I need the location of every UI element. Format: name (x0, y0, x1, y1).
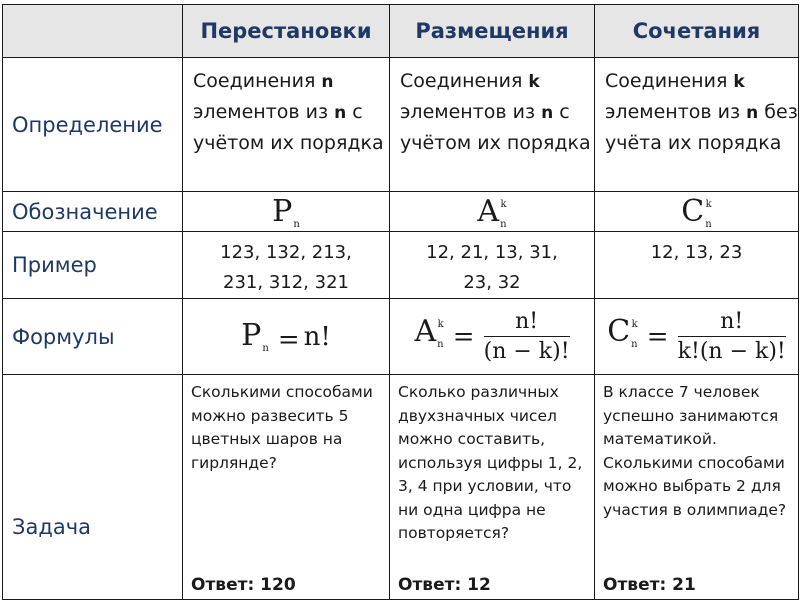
arrangement-symbol: A (477, 194, 500, 229)
example-permutations: 123, 132, 213, 231, 312, 321 (183, 232, 390, 299)
notation-combinations: $C_n^k$ (595, 192, 799, 232)
row-label-formulas: Формулы (3, 299, 183, 375)
task-permutations: Сколькими способами можно развесить 5 цветных шаров на гирлянде? Ответ: 120 (183, 375, 390, 600)
permutation-symbol: P (272, 194, 293, 229)
answer-arrangements: Ответ: 12 (398, 574, 491, 595)
answer-permutations: Ответ: 120 (191, 574, 296, 595)
formula-permutations: $P_n = n$! (183, 299, 390, 375)
combination-fraction: $\frac{n!}{k!(n - k)!}$ (677, 309, 786, 364)
example-combinations: 12, 13, 23 (595, 232, 799, 299)
formula-combinations: $C_n^k$ = $\frac{n!}{k!(n - k)!}$ (595, 299, 799, 375)
definition-row (3, 58, 799, 192)
answer-combinations: Ответ: 21 (603, 574, 696, 595)
notation-arrangements: $A_n^k$ (390, 192, 595, 232)
header-permutations: Перестановки (183, 5, 390, 58)
example-row (3, 232, 799, 299)
notation-row (3, 192, 799, 232)
definition-arrangements: Соединения k элементов из n с учётом их порядка (390, 58, 595, 192)
row-label-notation: Обозначение (3, 192, 183, 232)
example-arrangements: 12, 21, 13, 31, 23, 32 (390, 232, 595, 299)
formulas-row (3, 299, 799, 375)
header-combinations: Сочетания (595, 5, 799, 58)
header-arrangements: Размещения (390, 5, 595, 58)
task-row (3, 375, 799, 600)
notation-permutations: $P_n$ (183, 192, 390, 232)
definition-permutations: Соединения n элементов из n с учётом их порядка (183, 58, 390, 192)
combinatorics-table (2, 4, 799, 600)
task-combinations: В классе 7 человек успешно занимаются математикой. Сколькими способами можно выбрать 2 для участия в олимпиаде? Ответ: 21 (595, 375, 799, 600)
combination-symbol: C (681, 194, 705, 229)
corner-cell (3, 5, 183, 58)
formula-arrangements: $A_n^k$ = $\frac{n!}{(n - k)!}$ (390, 299, 595, 375)
row-label-task: Задача (3, 375, 183, 600)
row-label-definition: Определение (3, 58, 183, 192)
row-label-example: Пример (3, 232, 183, 299)
task-arrangements: Сколько различных двухзначных чисел можно составить, используя цифры 1, 2, 3, 4 при условии, что ни одна цифра не повторяется? Ответ: 12 (390, 375, 595, 600)
header-row (3, 5, 799, 58)
definition-combinations: Соединения k элементов из n без учёта их порядка (595, 58, 799, 192)
arrangement-fraction: $\frac{n!}{(n - k)!}$ (483, 309, 570, 364)
